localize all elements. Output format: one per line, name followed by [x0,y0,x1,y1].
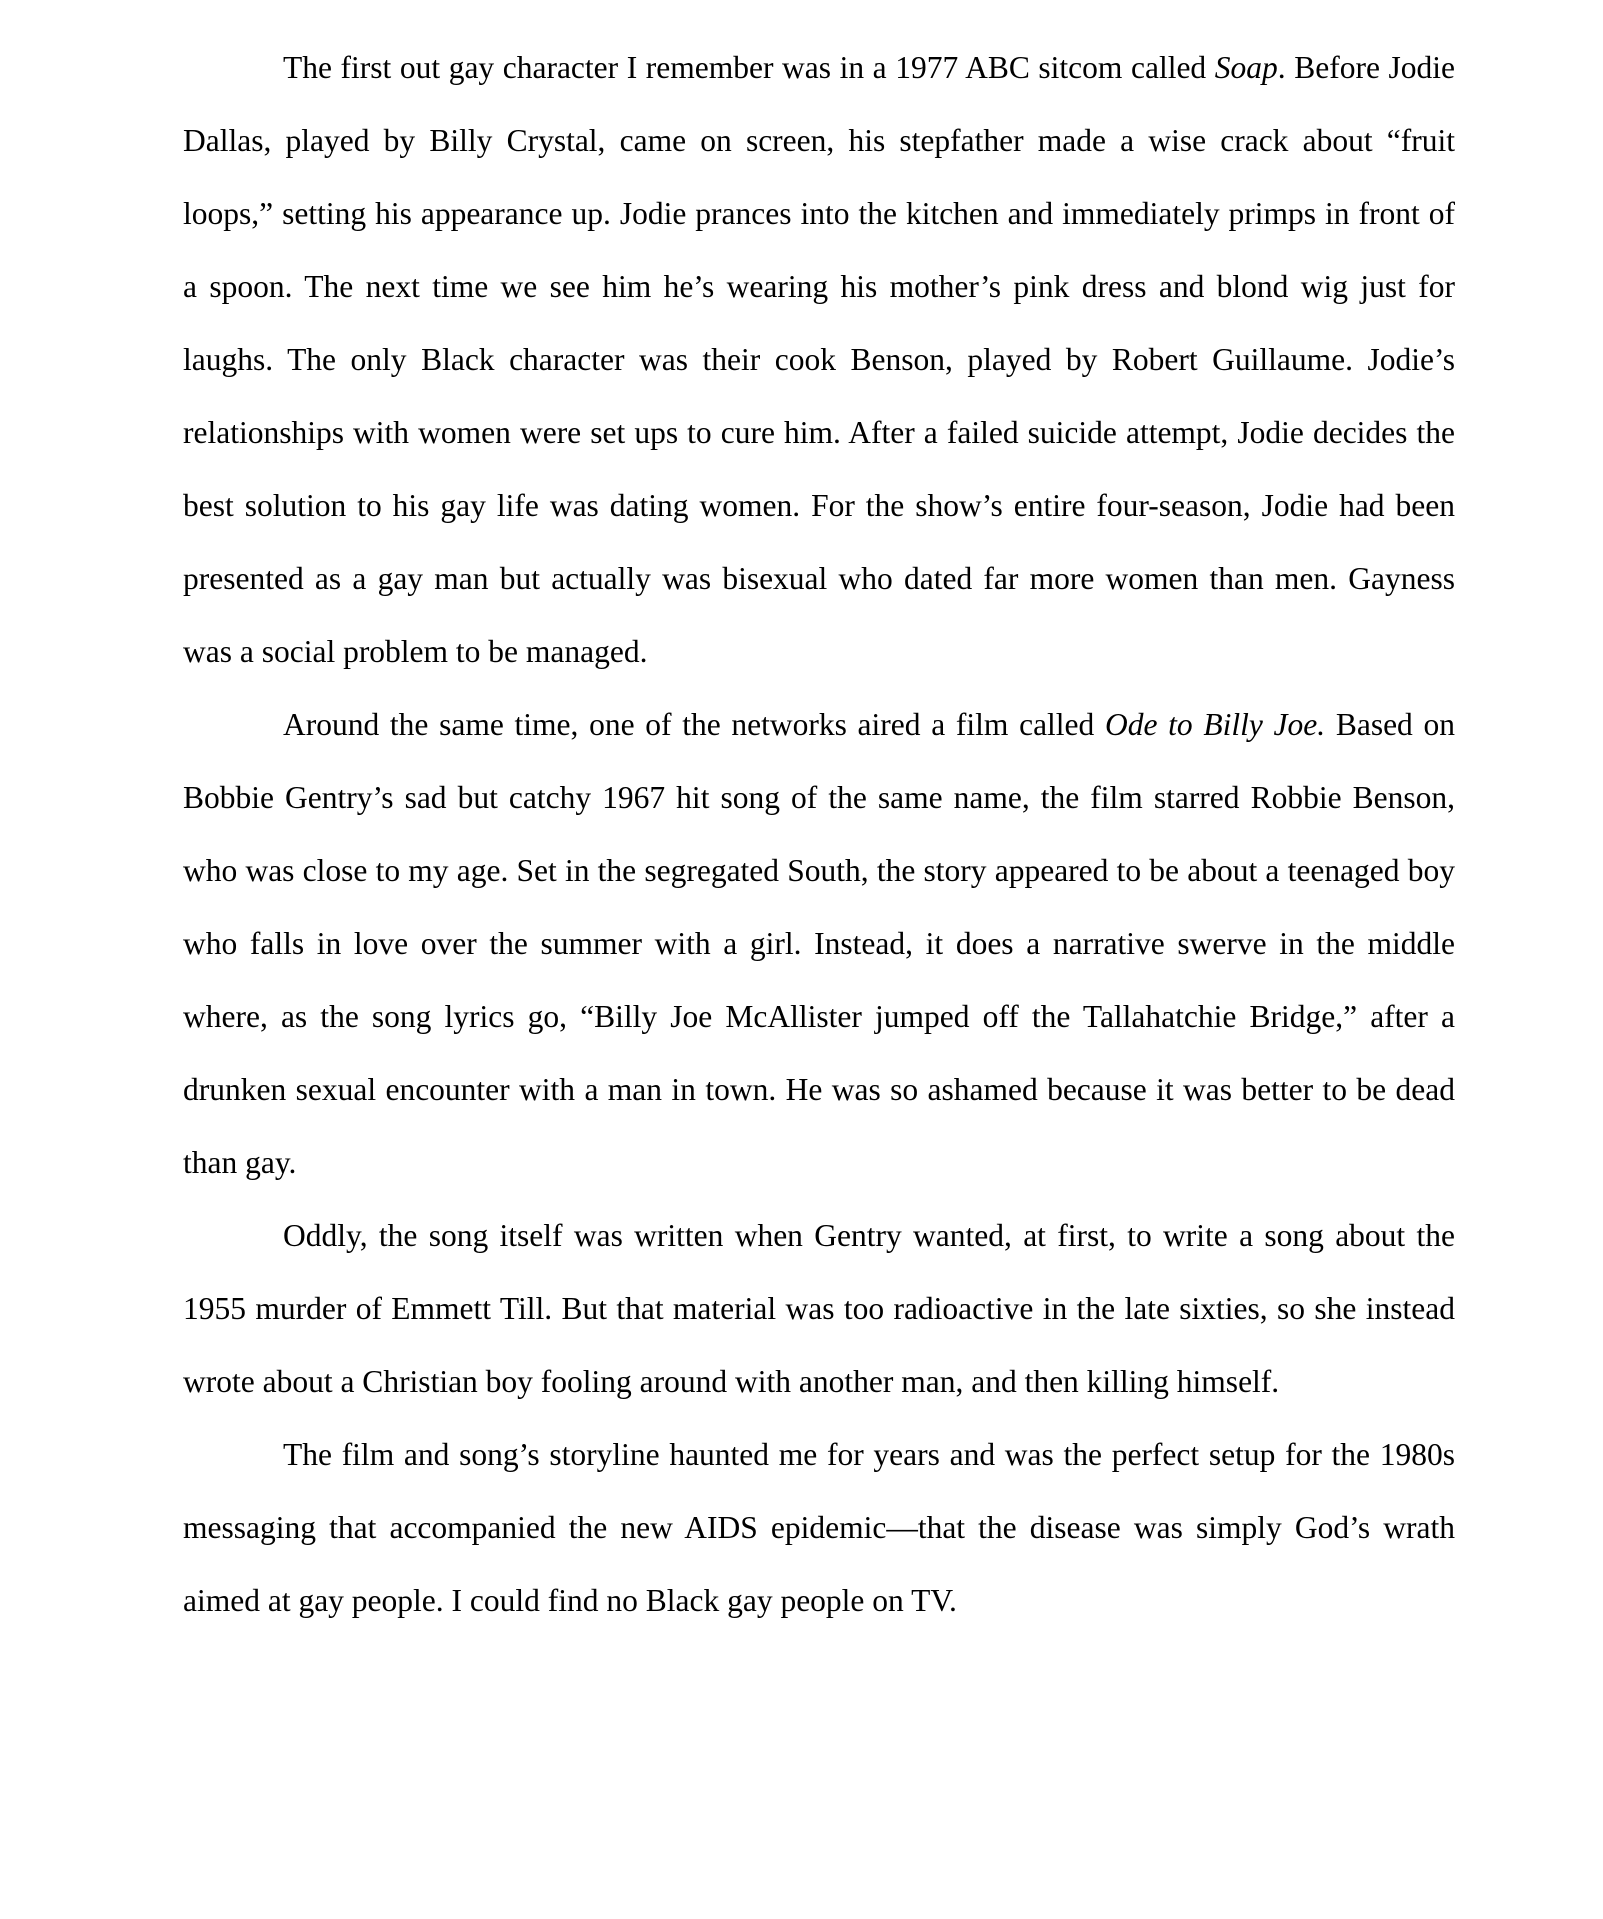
italic-text-segment: Soap [1214,50,1278,85]
text-segment: . Before Jodie Dallas, played by Billy Crystal, came on screen, his stepfather made a wise crack about “fruit loops,” setting his appearance up. Jodie prances into the kitchen and immediately primps in front of a spoon. The next time we see him he’s wearing his mother’s pink dress and blond wig just for laughs. The only Black character was their cook Benson, played by Robert Guillaume. Jodie’s relationships with women were set ups to cure him. After a failed suicide attempt, Jodie decides the best solution to his gay life was dating women. For the show’s entire four-season, Jodie had been presented as a gay man but actually was bisexual who dated far more women than men. Gayness was a social problem to be managed. [183,50,1455,669]
text-segment: Around the same time, one of the networks aired a film called [283,707,1105,742]
page-body [183,31,1455,1637]
text-segment: Based on Bobbie Gentry’s sad but catchy 1967 hit song of the same name, the film starred Robbie Benson, who was close to my age. Set in the segregated South, the story appeared to be about a teenaged boy who falls in love over the summer with a girl. Instead, it does a narrative swerve in the middle where, as the song lyrics go, “Billy Joe McAllister jumped off the Tallahatchie Bridge,” after a drunken sexual encounter with a man in town. He was so ashamed because it was better to be dead than gay. [183,707,1455,1180]
paragraph [183,31,1455,688]
italic-text-segment: Ode to Billy Joe. [1104,707,1326,742]
paragraph [183,1418,1455,1637]
text-segment: Oddly, the song itself was written when Gentry wanted, at first, to write a song about the 1955 murder of Emmett Till. But that material was too radioactive in the late sixties, so she instead wrote about a Christian boy fooling around with another man, and then killing himself. [183,1218,1455,1399]
paragraph [183,688,1455,1199]
text-segment: The film and song’s storyline haunted me for years and was the perfect setup for the 1980s messaging that accompanied the new AIDS epidemic—that the disease was simply God’s wrath aimed at gay people. I could find no Black gay people on TV. [183,1437,1455,1618]
paragraph [183,1199,1455,1418]
text-segment: The first out gay character I remember was in a 1977 ABC sitcom called [283,50,1215,85]
